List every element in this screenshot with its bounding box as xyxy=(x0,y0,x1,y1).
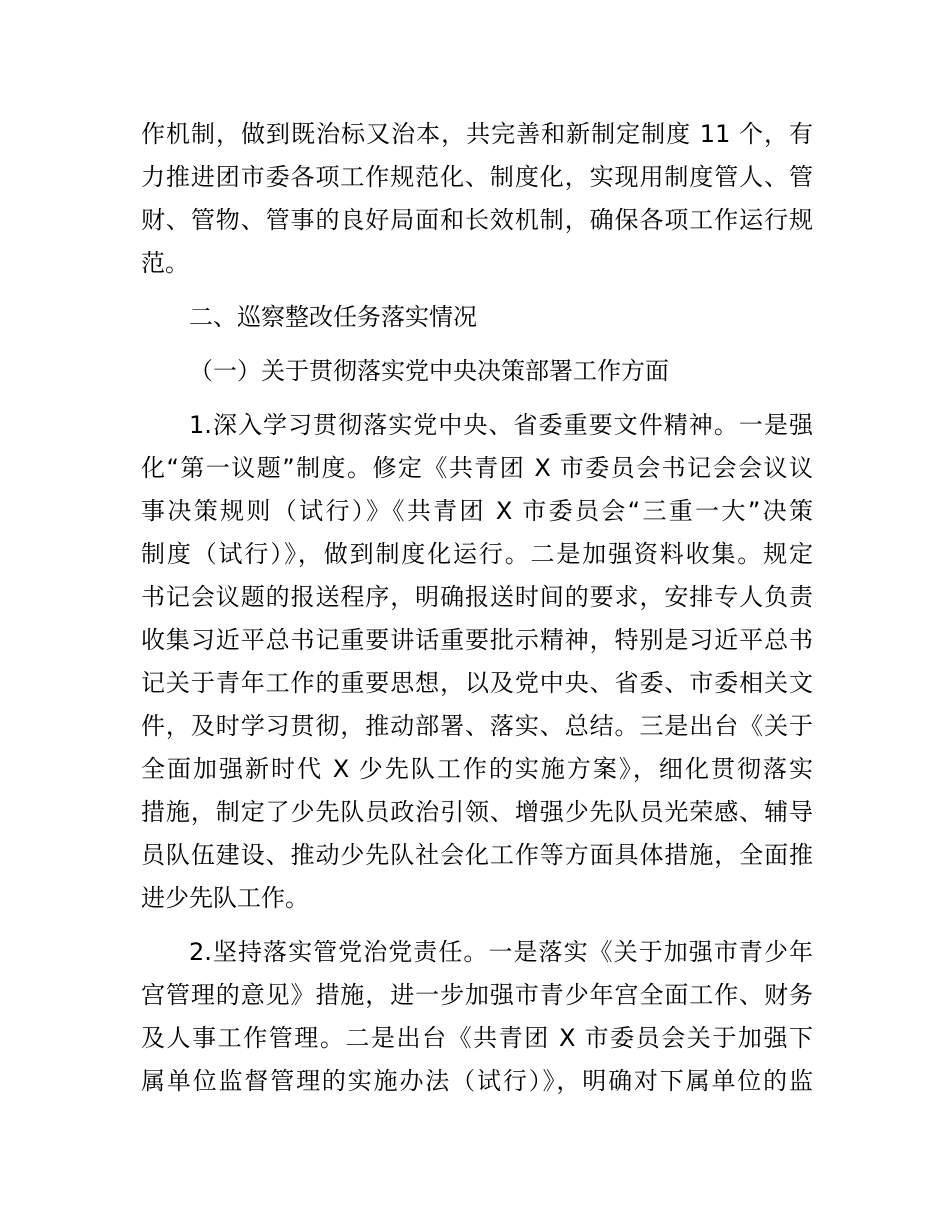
text-line: 员队伍建设、推动少先队社会化工作等方面具体措施，全面推 xyxy=(141,841,813,869)
text-line: 收集习近平总书记重要讲话重要批示精神，特别是习近平总书 xyxy=(141,626,813,654)
document-body xyxy=(141,113,813,1103)
text-line: 2.坚持落实管党治党责任。一是落实《关于加强市青少年 xyxy=(189,938,813,966)
text-line: 事决策规则（试行）》《共青团 X 市委员会“三重一大”决策 xyxy=(141,497,813,525)
text-line: 书记会议题的报送程序，明确报送时间的要求，安排专人负责 xyxy=(141,583,813,611)
text-line: 化“第一议题”制度。修定《共青团 X 市委员会书记会会议议 xyxy=(141,454,813,482)
text-line: 记关于青年工作的重要思想，以及党中央、省委、市委相关文 xyxy=(141,669,813,697)
text-line: 范。 xyxy=(141,249,189,277)
text-line: 作机制，做到既治标又治本，共完善和新制定制度 11 个，有 xyxy=(141,120,813,148)
text-line: 宫管理的意见》措施，进一步加强市青少年宫全面工作、财务 xyxy=(141,981,813,1009)
text-line: 制度（试行）》，做到制度化运行。二是加强资料收集。规定 xyxy=(141,540,813,568)
text-line: 及人事工作管理。二是出台《共青团 X 市委员会关于加强下 xyxy=(141,1024,813,1052)
subsection-heading: （一）关于贯彻落实党中央决策部署工作方面 xyxy=(189,357,669,385)
text-line: 力推进团市委各项工作规范化、制度化，实现用制度管人、管 xyxy=(141,163,813,191)
text-line: 财、管物、管事的良好局面和长效机制，确保各项工作运行规 xyxy=(141,206,813,234)
text-line: 属单位监督管理的实施办法（试行）》，明确对下属单位的监 xyxy=(141,1067,813,1095)
text-line: 1.深入学习贯彻落实党中央、省委重要文件精神。一是强 xyxy=(189,411,813,439)
paragraph-2 xyxy=(141,931,813,1103)
text-line: 措施，制定了少先队员政治引领、增强少先队员光荣感、辅导 xyxy=(141,798,813,826)
section-heading: 二、巡察整改任务落实情况 xyxy=(189,303,477,331)
text-line: 全面加强新时代 X 少先队工作的实施方案》，细化贯彻落实 xyxy=(141,755,813,783)
intro-paragraph xyxy=(141,113,813,285)
text-line: 件，及时学习贯彻，推动部署、落实、总结。三是出台《关于 xyxy=(141,712,813,740)
text-line: 进少先队工作。 xyxy=(141,884,309,912)
paragraph-1 xyxy=(141,404,813,920)
